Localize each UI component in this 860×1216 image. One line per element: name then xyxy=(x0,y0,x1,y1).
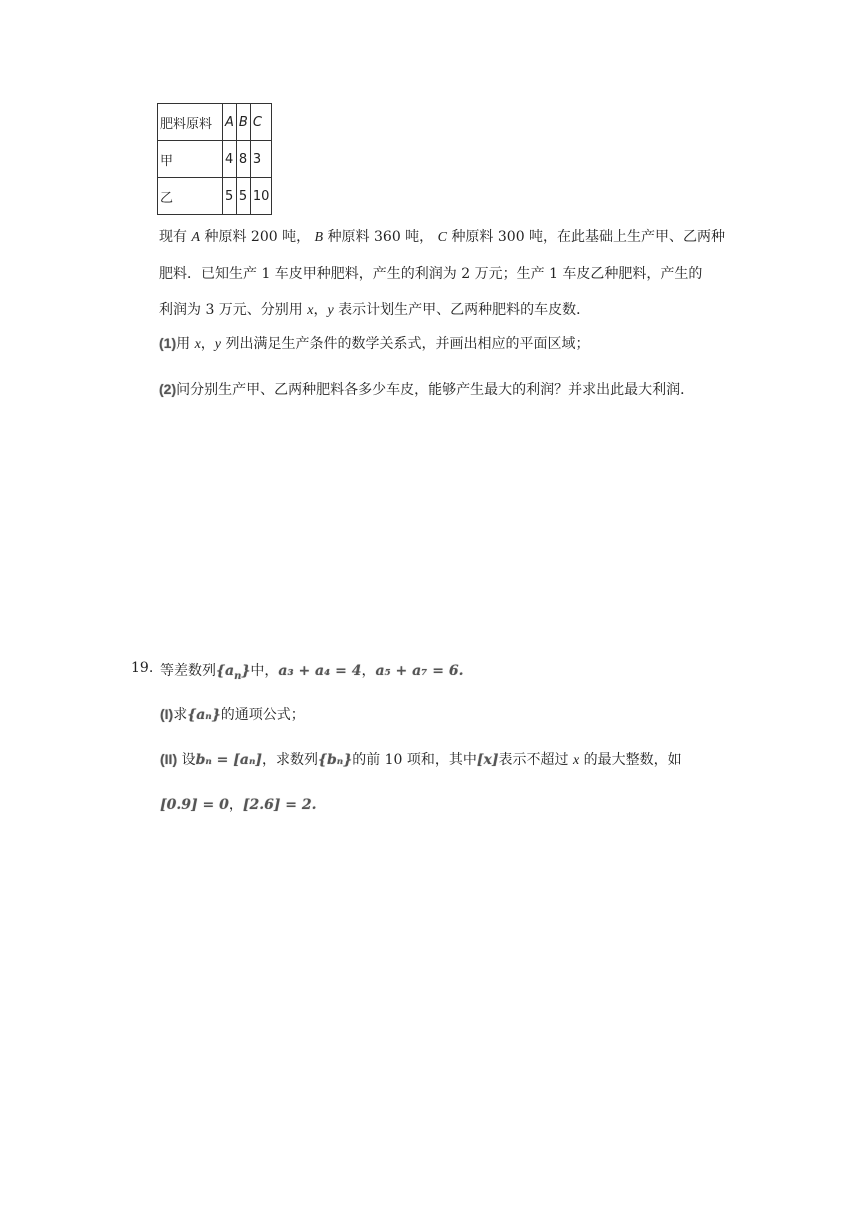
text: ， xyxy=(361,663,376,679)
math-var: x xyxy=(572,753,580,768)
text: ， xyxy=(200,336,215,352)
math-expression: {aₙ} xyxy=(187,707,221,723)
table-cell: 4 xyxy=(223,141,237,178)
part-II-line-1 xyxy=(160,749,682,769)
math-expression: [2.6] = 2 xyxy=(242,797,312,813)
table-cell: 3 xyxy=(250,141,272,178)
text: . xyxy=(311,797,317,813)
text: 的最大整数，如 xyxy=(583,752,682,768)
text: 种原料 360 吨， xyxy=(327,229,434,245)
table-cell: A xyxy=(223,104,237,141)
table-row xyxy=(158,141,272,178)
math-expression: {bₙ} xyxy=(317,752,353,768)
table-cell: 10 xyxy=(250,178,272,215)
table-cell: 8 xyxy=(236,141,250,178)
part-2 xyxy=(159,379,694,399)
text: 列出满足生产条件的数学关系式，并画出相应的平面区域； xyxy=(225,336,590,352)
math-expression: [0.9] = 0 xyxy=(160,797,229,813)
problem-intro-line-1 xyxy=(159,226,725,246)
text: 中， xyxy=(250,663,279,679)
table-cell: 甲 xyxy=(158,141,223,178)
problem-intro-line-2: 肥料．已知生产 1 车皮甲种肥料，产生的利润为 2 万元；生产 1 车皮乙种肥料，产生的 xyxy=(159,266,703,282)
math-expression: a₅ + a₇ = 6 xyxy=(375,663,459,679)
math-var: y xyxy=(327,303,334,318)
text: 表示计划生产甲、乙两种肥料的车皮数． xyxy=(338,302,591,318)
table-cell: 乙 xyxy=(158,178,223,215)
table-cell: 5 xyxy=(236,178,250,215)
text: 问分别生产甲、乙两种肥料各多少车皮，能够产生最大的利润？并求出此最大利润． xyxy=(176,382,695,398)
text: 利润为 3 万元、分别用 xyxy=(159,302,303,318)
text: 等差数列 xyxy=(160,663,216,679)
math-var: x xyxy=(307,303,314,318)
math-subscript: n xyxy=(234,670,242,682)
table-cell: 5 xyxy=(223,178,237,215)
fertilizer-table xyxy=(157,103,272,215)
math-var: x xyxy=(194,337,201,352)
math-expression: bₙ = [aₙ] xyxy=(195,752,262,768)
text: ， xyxy=(228,797,243,813)
text: 设 xyxy=(181,752,196,768)
math-var: B xyxy=(314,230,324,245)
problem-19-intro xyxy=(160,660,463,682)
text: . xyxy=(458,663,464,679)
math-expression: a₃ + a₄ = 4 xyxy=(278,663,362,679)
text: ， xyxy=(313,302,328,318)
part-marker: (2) xyxy=(159,381,177,397)
text: 用 xyxy=(176,336,191,352)
text: 的通项公式； xyxy=(220,707,305,723)
part-1 xyxy=(159,333,589,353)
part-marker: (I) xyxy=(160,706,174,722)
math-var: A xyxy=(191,230,201,245)
table-cell: 肥料原料 xyxy=(158,104,223,141)
table-cell: C xyxy=(250,104,272,141)
text: 种原料 200 吨， xyxy=(204,229,311,245)
text: 种原料 300 吨，在此基础上生产甲、乙两种 xyxy=(451,229,726,245)
math-expression: {a xyxy=(216,663,235,679)
question-number: 19. xyxy=(131,660,154,676)
math-var: C xyxy=(437,230,447,245)
part-marker: (1) xyxy=(159,335,177,351)
text: 的前 10 项和，其中 xyxy=(352,752,477,768)
table-header-row xyxy=(158,104,272,141)
part-marker: (II) xyxy=(160,751,178,767)
math-var: y xyxy=(214,337,222,352)
math-expression: } xyxy=(241,663,251,679)
text: ，求数列 xyxy=(261,752,318,768)
table-cell: B xyxy=(236,104,250,141)
part-II-line-2 xyxy=(160,794,317,814)
problem-intro-line-3 xyxy=(159,299,590,319)
text: 求 xyxy=(173,707,188,723)
table-row xyxy=(158,178,272,215)
text: 表示不超过 xyxy=(498,752,569,768)
part-I xyxy=(160,704,305,724)
text: 现有 xyxy=(159,229,187,245)
math-expression: [x] xyxy=(476,752,499,768)
